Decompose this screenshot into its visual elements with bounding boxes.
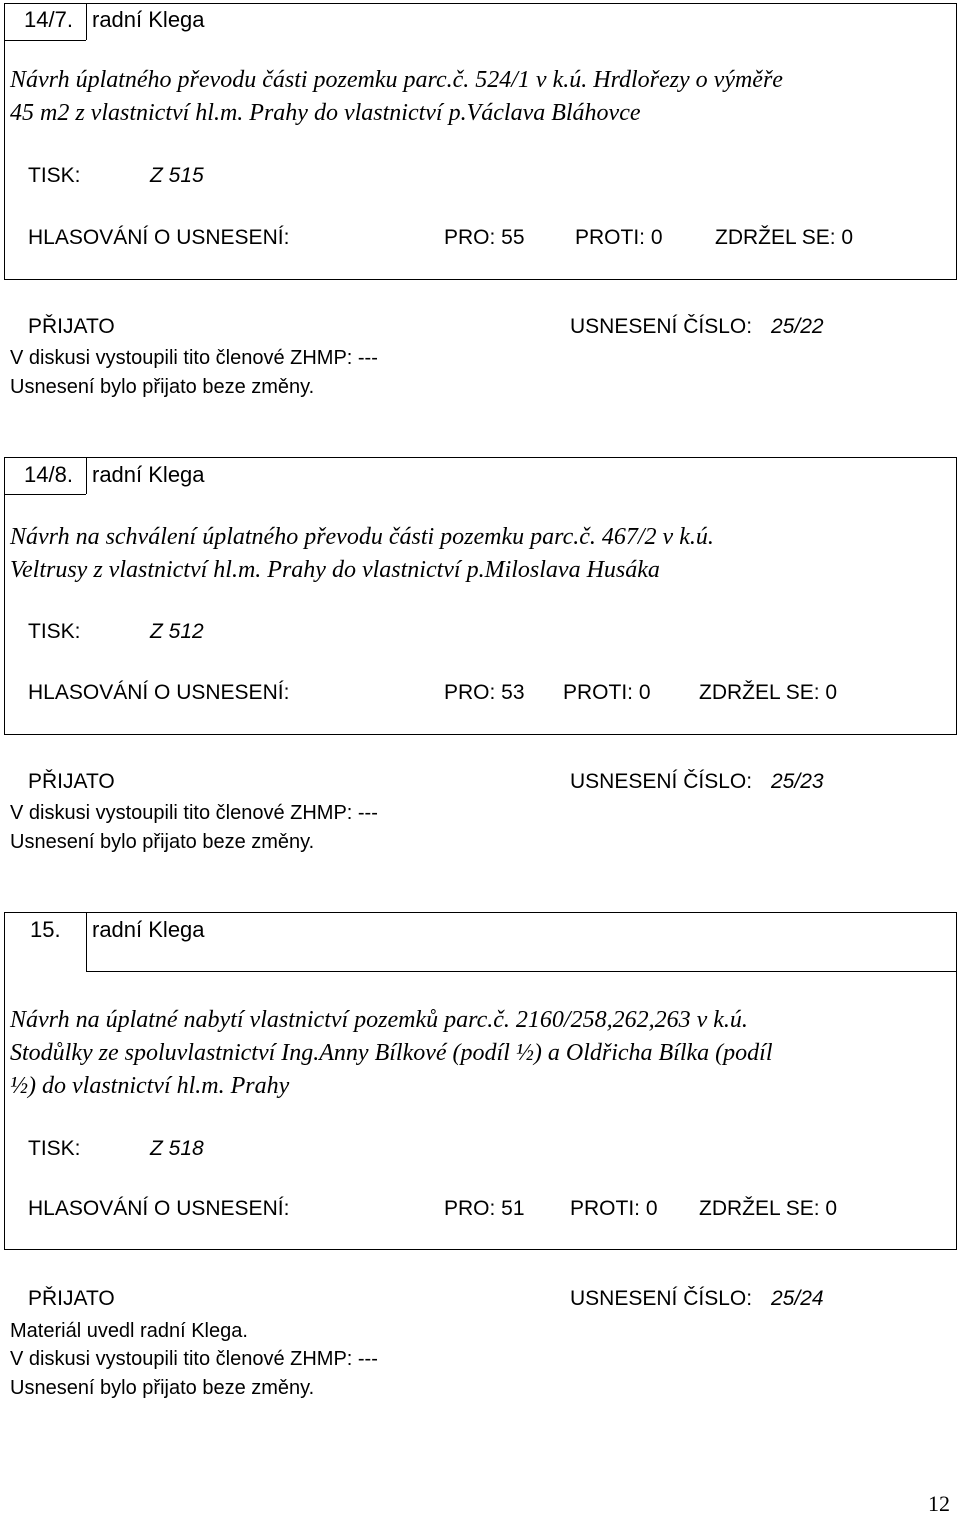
tisk-value: Z 515 [150, 164, 204, 187]
page-number: 12 [928, 1491, 950, 1516]
description-line: 45 m2 z vlastnictví hl.m. Prahy do vlastnictví p.Václava Bláhovce [10, 100, 641, 126]
tisk-label: TISK: [28, 620, 81, 643]
description-line: Stodůlky ze spoluvlastnictví Ing.Anny Bílkové (podíl ½) a Oldřicha Bílka (podíl [10, 1040, 773, 1066]
vote-label: HLASOVÁNÍ O USNESENÍ: [28, 681, 290, 704]
description-line: Návrh na schválení úplatného převodu části pozemku parc.č. 467/2 v k.ú. [10, 524, 714, 550]
item-description [10, 1004, 948, 1103]
note-line: Materiál uvedl radní Klega. [10, 1320, 248, 1342]
vote-zdrzel: ZDRŽEL SE: 0 [699, 681, 838, 704]
resolution-label: USNESENÍ ČÍSLO: [570, 315, 753, 338]
result-status: PŘIJATO [28, 770, 115, 793]
header-divider [86, 458, 87, 494]
note-line: Usnesení bylo přijato beze změny. [10, 1377, 315, 1399]
resolution-label: USNESENÍ ČÍSLO: [570, 1287, 753, 1310]
note-line: V diskusi vystoupili tito členové ZHMP: --- [10, 802, 378, 824]
result-status: PŘIJATO [28, 1287, 115, 1310]
resolution-number: 25/23 [771, 770, 824, 793]
description-line: Návrh na úplatné nabytí vlastnictví pozemků parc.č. 2160/258,262,263 v k.ú. [10, 1007, 748, 1033]
vote-pro: PRO: 55 [444, 226, 525, 249]
header-divider [86, 4, 87, 40]
note-line: V diskusi vystoupili tito členové ZHMP: --- [10, 347, 378, 369]
tisk-label: TISK: [28, 164, 81, 187]
vote-zdrzel: ZDRŽEL SE: 0 [699, 1197, 838, 1220]
vote-pro: PRO: 53 [444, 681, 525, 704]
item-description [10, 64, 948, 130]
description-line: Veltrusy z vlastnictví hl.m. Prahy do vlastnictví p.Miloslava Husáka [10, 557, 660, 583]
vote-pro: PRO: 51 [444, 1197, 525, 1220]
resolution-number: 25/22 [771, 315, 824, 338]
result-status: PŘIJATO [28, 315, 115, 338]
header-divider [86, 913, 87, 972]
tisk-value: Z 512 [150, 620, 204, 643]
vote-proti: PROTI: 0 [575, 226, 663, 249]
item-number: 14/8. [24, 462, 73, 487]
presenter-name: radní Klega [92, 917, 205, 942]
vote-label: HLASOVÁNÍ O USNESENÍ: [28, 226, 290, 249]
note-line: Usnesení bylo přijato beze změny. [10, 376, 315, 398]
item-number: 14/7. [24, 7, 73, 32]
tisk-value: Z 518 [150, 1137, 204, 1160]
presenter-name: radní Klega [92, 7, 205, 32]
vote-proti: PROTI: 0 [563, 681, 651, 704]
note-line: Usnesení bylo přijato beze změny. [10, 831, 315, 853]
header-underline [4, 40, 86, 41]
description-line: Návrh úplatného převodu části pozemku parc.č. 524/1 v k.ú. Hrdlořezy o výměře [10, 67, 783, 93]
description-line: ½) do vlastnictví hl.m. Prahy [10, 1073, 290, 1099]
resolution-number: 25/24 [771, 1287, 824, 1310]
vote-label: HLASOVÁNÍ O USNESENÍ: [28, 1197, 290, 1220]
note-line: V diskusi vystoupili tito členové ZHMP: --- [10, 1348, 378, 1370]
item-number: 15. [30, 917, 61, 942]
presenter-name: radní Klega [92, 462, 205, 487]
vote-zdrzel: ZDRŽEL SE: 0 [715, 226, 854, 249]
header-underline [86, 971, 957, 972]
tisk-label: TISK: [28, 1137, 81, 1160]
item-description [10, 521, 948, 587]
resolution-label: USNESENÍ ČÍSLO: [570, 770, 753, 793]
vote-proti: PROTI: 0 [570, 1197, 658, 1220]
header-underline [4, 494, 86, 495]
